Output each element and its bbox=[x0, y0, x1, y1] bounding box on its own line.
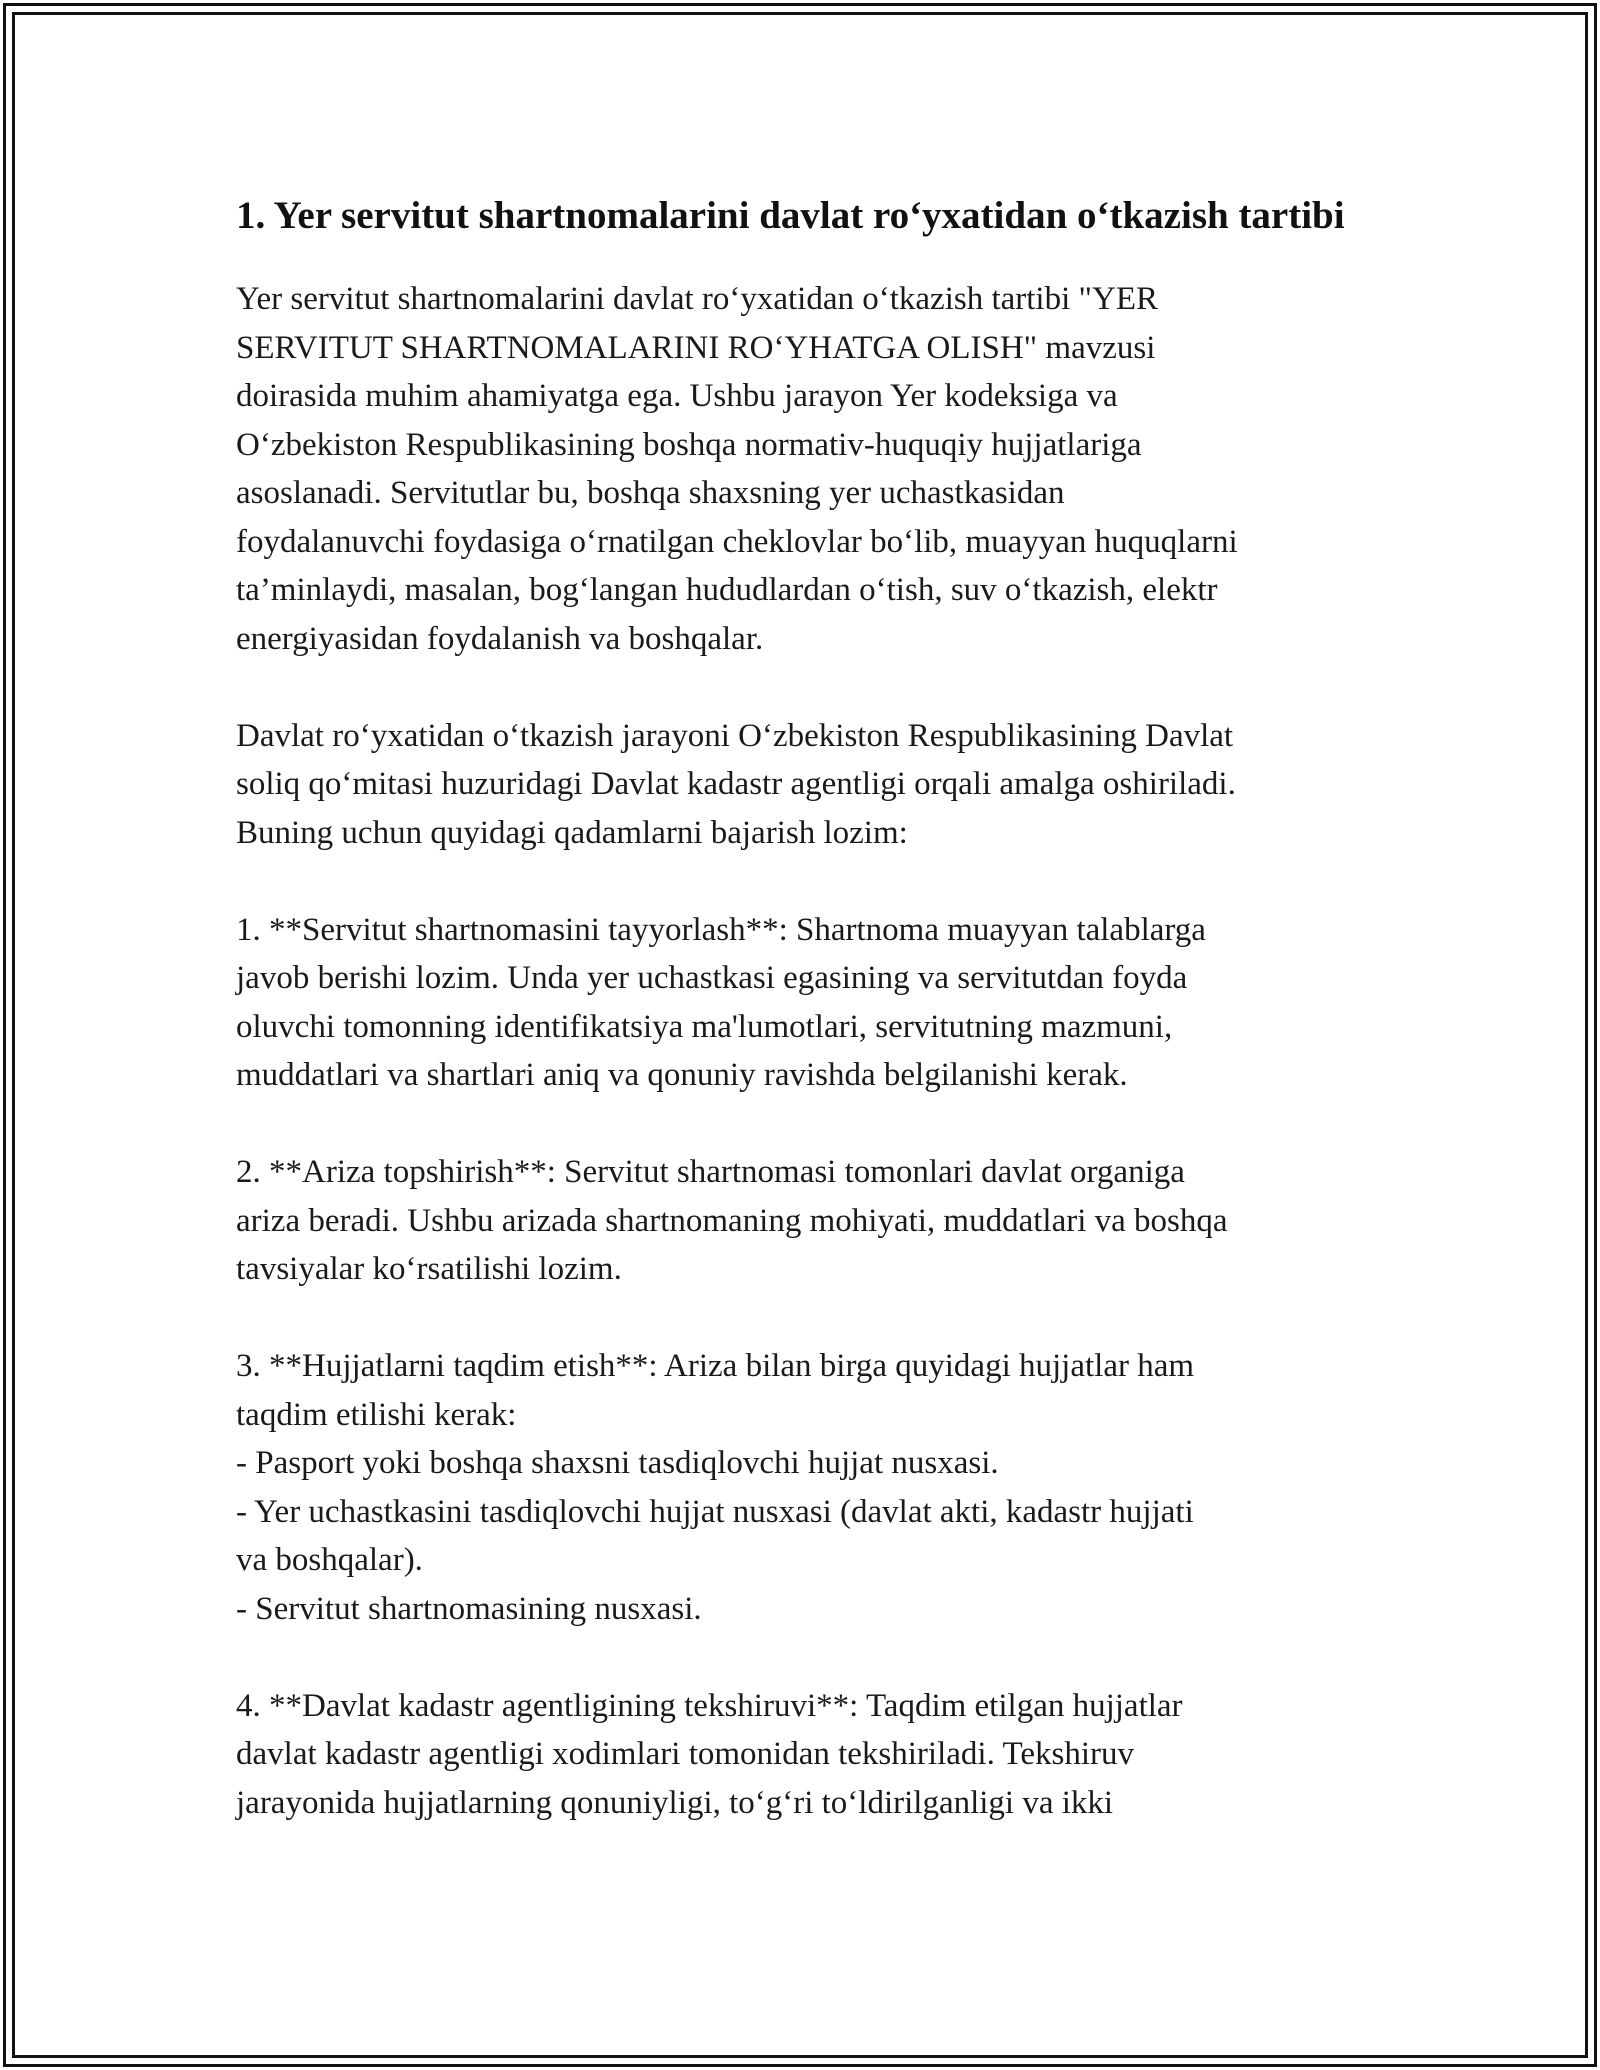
document-content bbox=[236, 188, 1366, 1827]
document-body: Yer servitut shartnomalarini davlat ro‘yxatidan o‘tkazish tartibi "YER SERVITUT SHARTNOMALARINI RO‘YHATGA OLISH" mavzusi doirasida muhim ahamiyatga ega. Ushbu jarayon Yer kodeksiga va O‘zbekiston Respublikasining boshqa normativ-huquqiy hujjatlariga asoslanadi. Servitutlar bu, boshqa shaxsning yer uchastkasidan foydalanuvchi foydasiga o‘rnatilgan cheklovlar bo‘lib, muayyan huquqlarni ta’minlaydi, masalan, bog‘langan hududlardan o‘tish, suv o‘tkazish, elektr energiyasidan foydalanish va boshqalar. Davlat ro‘yxatidan o‘tkazish jarayoni O‘zbekiston Respublikasining Davlat soliq qo‘mitasi huzuridagi Davlat kadastr agentligi orqali amalga oshiriladi. Buning uchun quyidagi qadamlarni bajarish lozim: 1. **Servitut shartnomasini tayyorlash**: Shartnoma muayyan talablarga javob berishi lozim. Unda yer uchastkasi egasining va servitutdan foyda oluvchi tomonning identifikatsiya ma'lumotlari, servitutning mazmuni, muddatlari va shartlari aniq va qonuniy ravishda belgilanishi kerak. 2. **Ariza topshirish**: Servitut shartnomasi tomonlari davlat organiga ariza beradi. Ushbu arizada shartnomaning mohiyati, muddatlari va boshqa tavsiyalar ko‘rsatilishi lozim. 3. **Hujjatlarni taqdim etish**: Ariza bilan birga quyidagi hujjatlar ham taqdim etilishi kerak: - Pasport yoki boshqa shaxsni tasdiqlovchi hujjat nusxasi. - Yer uchastkasini tasdiqlovchi hujjat nusxasi (davlat akti, kadastr hujjati va boshqalar). - Servitut shartnomasining nusxasi. 4. **Davlat kadastr agentligining tekshiruvi**: Taqdim etilgan hujjatlar davlat kadastr agentligi xodimlari tomonidan tekshiriladi. Tekshiruv jarayonida hujjatlarning qonuniyligi, to‘g‘ri to‘ldirilganligi va ikki bbox=[236, 281, 1238, 1821]
document-title: 1. Yer servitut shartnomalarini davlat ro‘yxatidan o‘tkazish tartibi bbox=[236, 194, 1345, 237]
